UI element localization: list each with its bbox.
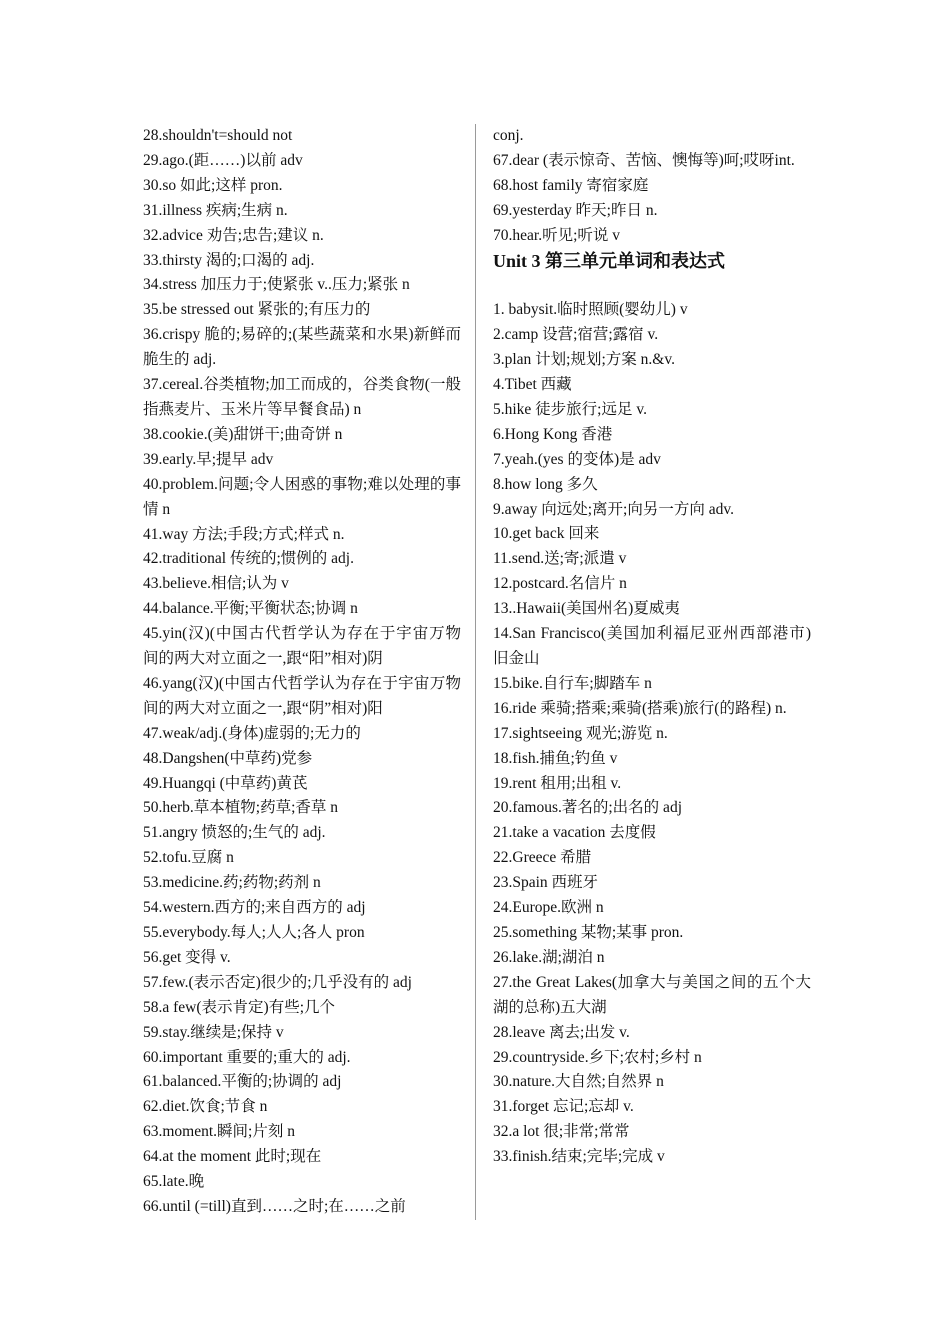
vocab-entry: 62.diet.饮食;节食 n: [143, 1098, 268, 1116]
vocab-entry: 47.weak/adj.(身体)虚弱的;无力的: [143, 724, 361, 742]
vocab-entry: 41.way 方法;手段;方式;样式 n.: [143, 525, 345, 543]
vocab-entry: 28.shouldn't=should not: [143, 127, 293, 144]
vocab-entry: 7.yeah.(yes 的变体)是 adv: [493, 450, 661, 468]
vocab-entry: 29.countryside.乡下;农村;乡村 n: [493, 1048, 702, 1066]
vocab-entry: 28.leave 离去;出发 v.: [493, 1023, 630, 1041]
vocab-entry: 57.few.(表示否定)很少的;几乎没有的 adj: [143, 973, 412, 991]
vocab-entry: 63.moment.瞬间;片刻 n: [143, 1123, 295, 1141]
vocab-entry: 13..Hawaii(美国州名)夏威夷: [493, 600, 680, 618]
vocab-entry: 59.stay.继续是;保持 v: [143, 1023, 284, 1041]
vocab-entry: 43.believe.相信;认为 v: [143, 575, 289, 593]
vocab-entry: 69.yesterday 昨天;昨日 n.: [493, 201, 658, 219]
vocab-entry: 2.camp 设营;宿营;露宿 v.: [493, 326, 659, 344]
vocab-entry: 51.angry 愤怒的;生气的 adj.: [143, 824, 326, 842]
vocab-entry: 35.be stressed out 紧张的;有压力的: [143, 301, 371, 319]
vocab-entry: 22.Greece 希腊: [493, 849, 592, 867]
vocab-entry: 10.get back 回来: [493, 525, 600, 543]
vocab-entry: conj.: [493, 127, 524, 144]
column-divider: [475, 124, 476, 1220]
vocab-entry: 8.how long 多久: [493, 475, 598, 493]
vocab-entry: 48.Dangshen(中草药)党参: [143, 749, 313, 767]
vocab-entry: 68.host family 寄宿家庭: [493, 176, 649, 194]
vocab-entry: 60.important 重要的;重大的 adj.: [143, 1048, 351, 1066]
vocab-entry: 19.rent 租用;出租 v.: [493, 774, 622, 792]
vocab-entry: 37.cereal.谷类植物;加工而成的，谷类食物(一般指燕麦片、玉米片等早餐食品) n: [143, 376, 461, 418]
vocab-entry: 33.thirsty 渴的;口渴的 adj.: [143, 251, 315, 269]
vocab-entry: 30.nature.大自然;自然界 n: [493, 1073, 664, 1091]
vocab-entry: 56.get 变得 v.: [143, 948, 231, 966]
vocab-entry: 32.advice 劝告;忠告;建议 n.: [143, 226, 324, 244]
vocab-entry: 21.take a vacation 去度假: [493, 824, 656, 842]
vocab-entry: 34.stress 加压力于;使紧张 v..压力;紧张 n: [143, 276, 410, 294]
vocab-entry: 40.problem.问题;令人困惑的事物;难以处理的事情 n: [143, 475, 461, 518]
vocab-entry: 32.a lot 很;非常;常常: [493, 1123, 630, 1141]
vocab-entry: 55.everybody.每人;人人;各人 pron: [143, 924, 365, 941]
vocab-entry: 4.Tibet 西藏: [493, 376, 572, 394]
vocab-entry: 66.until (=till)直到……之时;在……之前: [143, 1197, 406, 1215]
vocab-entry: 64.at the moment 此时;现在: [143, 1148, 322, 1166]
vocab-entry: 70.hear.听见;听说 v: [493, 226, 620, 244]
vocab-entry: 29.ago.(距……)以前 adv: [143, 151, 303, 169]
vocab-entry: 58.a few(表示肯定)有些;几个: [143, 998, 335, 1016]
vocab-entry: 50.herb.草本植物;药草;香草 n: [143, 799, 339, 817]
vocab-entry: 26.lake.湖;湖泊 n: [493, 948, 605, 966]
vocab-entry: 11.send.送;寄;派遣 v: [493, 550, 627, 568]
vocab-entry: 67.dear (表示惊奇、苦恼、懊悔等)呵;哎呀int.: [493, 151, 795, 169]
left-column: [143, 124, 461, 1220]
vocab-entry: 31.forget 忘记;忘却 v.: [493, 1098, 634, 1116]
vocab-entry: 18.fish.捕鱼;钓鱼 v: [493, 749, 618, 767]
vocab-entry: 23.Spain 西班牙: [493, 874, 599, 892]
vocab-entry: 1. babysit.临时照顾(婴幼儿) v: [493, 301, 688, 319]
vocab-entry: 53.medicine.药;药物;药剂 n: [143, 874, 321, 892]
vocab-entry: 27.the Great Lakes(加拿大与美国之间的五个大湖的总称)五大湖: [493, 973, 811, 1016]
vocab-entry: 36.crispy 脆的;易碎的;(某些蔬菜和水果)新鲜而脆生的 adj.: [143, 326, 461, 369]
vocab-entry: 61.balanced.平衡的;协调的 adj: [143, 1073, 342, 1091]
vocab-entry: 52.tofu.豆腐 n: [143, 849, 234, 867]
vocab-entry: 16.ride 乘骑;搭乘;乘骑(搭乘)旅行(的路程) n.: [493, 699, 787, 717]
vocab-entry: 44.balance.平衡;平衡状态;协调 n: [143, 600, 358, 618]
vocab-entry: 38.cookie.(美)甜饼干;曲奇饼 n: [143, 425, 343, 443]
vocab-entry: 12.postcard.名信片 n: [493, 575, 627, 593]
vocab-entry: 15.bike.自行车;脚踏车 n: [493, 674, 652, 692]
vocab-entry: 45.yin(汉)(中国古代哲学认为存在于宇宙万物间的两大对立面之一,跟“阳”相对)阴: [143, 625, 461, 668]
vocab-entry: 65.late.晚: [143, 1173, 205, 1191]
vocab-entry: 24.Europe.欧洲 n: [493, 899, 604, 917]
vocab-entry: 31.illness 疾病;生病 n.: [143, 201, 288, 219]
vocab-entry: 25.something 某物;某事 pron.: [493, 923, 684, 941]
vocab-entry: 3.plan 计划;规划;方案 n.&v.: [493, 351, 675, 369]
vocab-entry: 17.sightseeing 观光;游览 n.: [493, 724, 668, 742]
vocab-entry: 54.western.西方的;来自西方的 adj: [143, 899, 366, 917]
vocab-entry: 49.Huangqi (中草药)黄芪: [143, 774, 308, 792]
vocab-entry: 5.hike 徒步旅行;远足 v.: [493, 400, 647, 418]
blank-line: [493, 273, 811, 298]
vocab-entry: 20.famous.著名的;出名的 adj: [493, 799, 682, 817]
vocab-entry: 46.yang(汉)(中国古代哲学认为存在于宇宙万物间的两大对立面之一,跟“阴”相对)阳: [143, 674, 461, 717]
vocab-entry: 30.so 如此;这样 pron.: [143, 176, 283, 194]
vocab-entry: 33.finish.结束;完毕;完成 v: [493, 1148, 665, 1166]
vocab-entry: 39.early.早;提早 adv: [143, 450, 274, 468]
vocab-entry: 42.traditional 传统的;惯例的 adj.: [143, 550, 354, 568]
vocab-entry: 9.away 向远处;离开;向另一方向 adv.: [493, 500, 734, 518]
vocab-entry: 6.Hong Kong 香港: [493, 425, 613, 443]
section-heading: Unit 3 第三单元单词和表达式: [493, 250, 726, 271]
right-column: [493, 124, 811, 1170]
vocab-entry: 14.San Francisco(美国加利福尼亚州西部港市)旧金山: [493, 625, 811, 668]
